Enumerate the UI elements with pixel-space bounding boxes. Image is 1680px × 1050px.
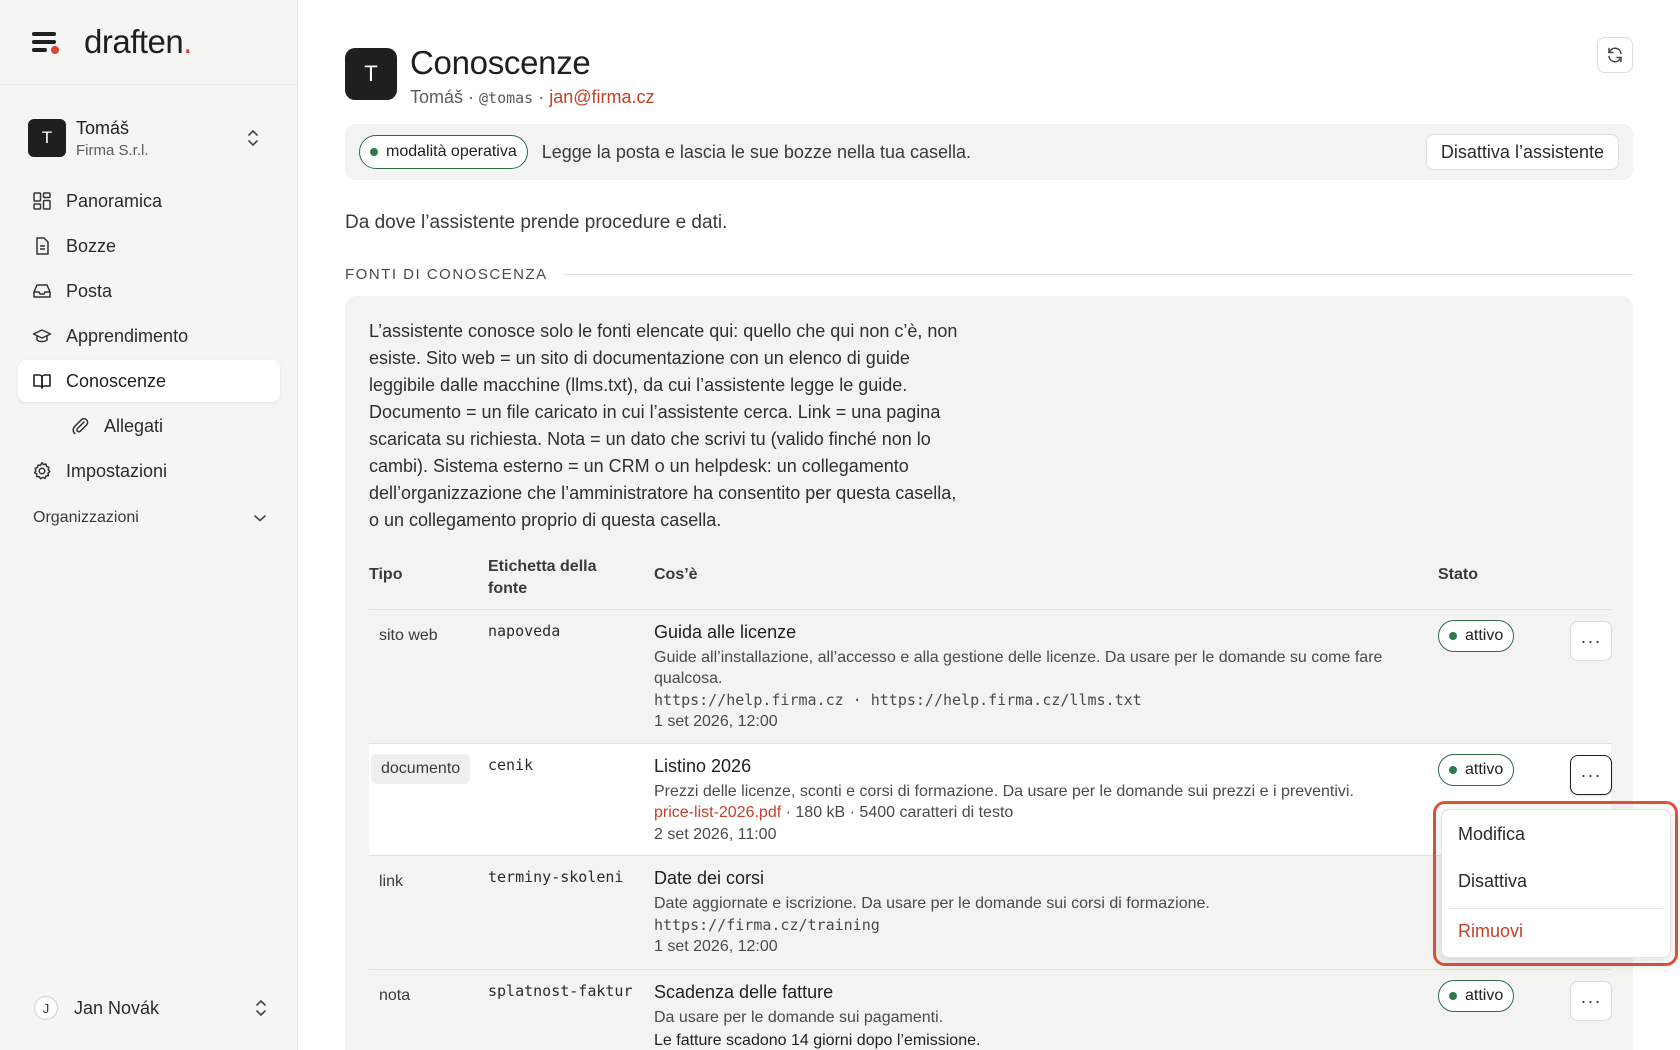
chevron-down-icon — [253, 513, 267, 523]
nav-label: Impostazioni — [66, 460, 168, 481]
nav-label: Conoscenze — [66, 370, 167, 391]
mode-description: Legge la posta e lascia le sue bozze nella tua casella. — [541, 141, 972, 162]
refresh-button[interactable] — [1597, 37, 1633, 73]
page-title: Conoscenze — [410, 44, 591, 81]
nav-label: Apprendimento — [66, 325, 189, 346]
nav-item-panoramica[interactable] — [18, 180, 280, 222]
source-description: Guide all’installazione, all’accesso e alla gestione delle licenze. Da usare per le domande su come fare qualcosa. — [654, 649, 1383, 687]
nav-item-posta[interactable] — [18, 270, 280, 312]
menu-item-edit[interactable]: Modifica — [1458, 824, 1526, 844]
mailbox-handle: @tomas — [479, 89, 534, 107]
menu-divider — [1450, 908, 1662, 909]
deactivate-assistant-button[interactable]: Disattiva l’assistente — [1426, 134, 1619, 170]
col-what: Cos’è — [654, 566, 698, 583]
mailbox-user: Tomáš — [76, 117, 130, 138]
source-description: Da usare per le domande sui pagamenti. — [654, 1009, 944, 1026]
nav-label: Panoramica — [66, 190, 163, 211]
organizations-section-toggle[interactable] — [33, 509, 267, 527]
brand-bar — [0, 0, 297, 85]
chevron-up-down-icon — [246, 126, 260, 150]
status-badge: attivo — [1438, 754, 1514, 786]
document-icon — [32, 236, 52, 256]
assistant-mode-bar — [345, 124, 1633, 180]
status-badge: attivo — [1438, 980, 1514, 1012]
row-actions-button[interactable]: ··· — [1570, 981, 1612, 1021]
nav-item-conoscenze[interactable] — [18, 360, 280, 402]
mailbox-identity: Tomáš · @tomas · jan@firma.cz — [410, 87, 655, 107]
gear-icon — [32, 461, 52, 481]
user-avatar: J — [34, 996, 58, 1020]
book-open-icon — [32, 371, 52, 391]
source-details — [654, 756, 1389, 844]
source-details — [654, 622, 1389, 731]
source-timestamp: 1 set 2026, 12:00 — [654, 938, 778, 955]
user-name: Jan Novák — [74, 997, 160, 1018]
source-urls: https://help.firma.cz · https://help.firma.cz/llms.txt — [654, 691, 1142, 709]
mailbox-avatar: T — [345, 48, 397, 100]
source-type: nota — [379, 987, 411, 1004]
main-nav — [18, 180, 280, 495]
col-status: Stato — [1438, 566, 1478, 583]
mailbox-switcher[interactable] — [28, 114, 278, 162]
nav-item-bozze[interactable] — [18, 225, 280, 267]
source-description: Date aggiornate e iscrizione. Da usare per le domande sui corsi di formazione. — [654, 895, 1210, 912]
source-details — [654, 982, 1389, 1050]
source-title: Scadenza delle fatture — [654, 982, 834, 1002]
source-timestamp: 2 set 2026, 11:00 — [654, 826, 777, 843]
table-row[interactable] — [369, 970, 1611, 1050]
table-row[interactable] — [369, 856, 1611, 970]
table-header — [369, 552, 1611, 610]
nav-item-apprendimento[interactable] — [18, 315, 280, 357]
note-content: Le fatture scadono 14 giorni dopo l’emissione. — [654, 1032, 981, 1049]
row-actions-button[interactable]: ··· — [1570, 755, 1612, 795]
table-row[interactable] — [369, 744, 1611, 856]
source-title: Date dei corsi — [654, 868, 765, 888]
source-label: splatnost-faktur — [488, 982, 633, 1000]
file-link[interactable]: price-list-2026.pdf — [654, 804, 782, 821]
source-details — [654, 868, 1389, 956]
chevron-up-down-icon — [254, 996, 268, 1020]
graduation-cap-icon — [32, 326, 52, 346]
mailbox-avatar: T — [28, 119, 66, 157]
inbox-icon — [32, 281, 52, 301]
sidebar — [0, 0, 298, 1050]
mailbox-email[interactable]: jan@firma.cz — [549, 87, 655, 107]
table-row[interactable] — [369, 610, 1611, 744]
nav-item-impostazioni[interactable] — [18, 450, 280, 492]
organizations-label: Organizzazioni — [33, 509, 139, 526]
mailbox-company: Firma S.r.l. — [76, 141, 149, 159]
source-timestamp: 1 set 2026, 12:00 — [654, 713, 778, 730]
source-description: Prezzi delle licenze, sconti e corsi di formazione. Da usare per le domande sui prezzi e i preventivi. — [654, 783, 1354, 800]
nav-item-allegati[interactable] — [18, 405, 280, 447]
refresh-icon — [1606, 46, 1624, 64]
source-type: link — [379, 873, 404, 890]
row-actions-menu — [1441, 809, 1671, 958]
source-title: Guida alle licenze — [654, 622, 797, 642]
dashboard-icon — [32, 191, 52, 211]
source-title: Listino 2026 — [654, 756, 752, 776]
page-header — [345, 44, 655, 108]
section-heading: FONTI DI CONOSCENZA — [345, 266, 1633, 283]
nav-label: Bozze — [66, 235, 117, 256]
brand-logo[interactable]: draften. — [84, 23, 192, 60]
paperclip-icon — [70, 416, 90, 436]
nav-label: Allegati — [104, 415, 164, 436]
mode-badge: modalità operativa — [359, 135, 528, 169]
menu-item-remove[interactable]: Rimuovi — [1458, 921, 1524, 941]
source-file: price-list-2026.pdf · 180 kB · 5400 caratteri di testo — [654, 804, 1014, 821]
nav-label: Posta — [66, 280, 113, 301]
col-type: Tipo — [369, 566, 403, 583]
source-label: cenik — [488, 756, 534, 774]
menu-item-disable[interactable]: Disattiva — [1458, 871, 1528, 891]
menu-icon[interactable] — [32, 31, 60, 53]
account-menu[interactable] — [34, 992, 274, 1024]
page-intro: Da dove l’assistente prende procedure e dati. — [345, 212, 728, 233]
sources-table — [369, 552, 1611, 1050]
status-badge: attivo — [1438, 620, 1514, 652]
mailbox-user: Tomáš — [410, 87, 464, 107]
row-actions-button[interactable]: ··· — [1570, 621, 1612, 661]
source-type: sito web — [379, 627, 438, 644]
source-urls: https://firma.cz/training — [654, 916, 880, 934]
source-type: documento — [371, 754, 470, 784]
source-label: napoveda — [488, 622, 561, 640]
sources-explanation: L’assistente conosce solo le fonti elencate qui: quello che qui non c’è, non esiste. Sito web = un sito di documentazione con un elenco di guide leggibile dalle macchine (llms.txt), da cui l’assistente legge le guide. Documento = un file caricato in cui l’assistente cerca. Link = una pagina scaricata su richiesta. Nota = un dato che scrivi tu (valido finché non lo cambi). Sistema esterno = un CRM o un helpdesk: un collegamento dell’organizzazione che l’amministratore ha consentito per questa casella, o un collegamento proprio di questa casella. — [369, 321, 958, 530]
col-label: Etichetta della fonte — [488, 558, 597, 597]
source-label: terminy-skoleni — [488, 868, 624, 886]
